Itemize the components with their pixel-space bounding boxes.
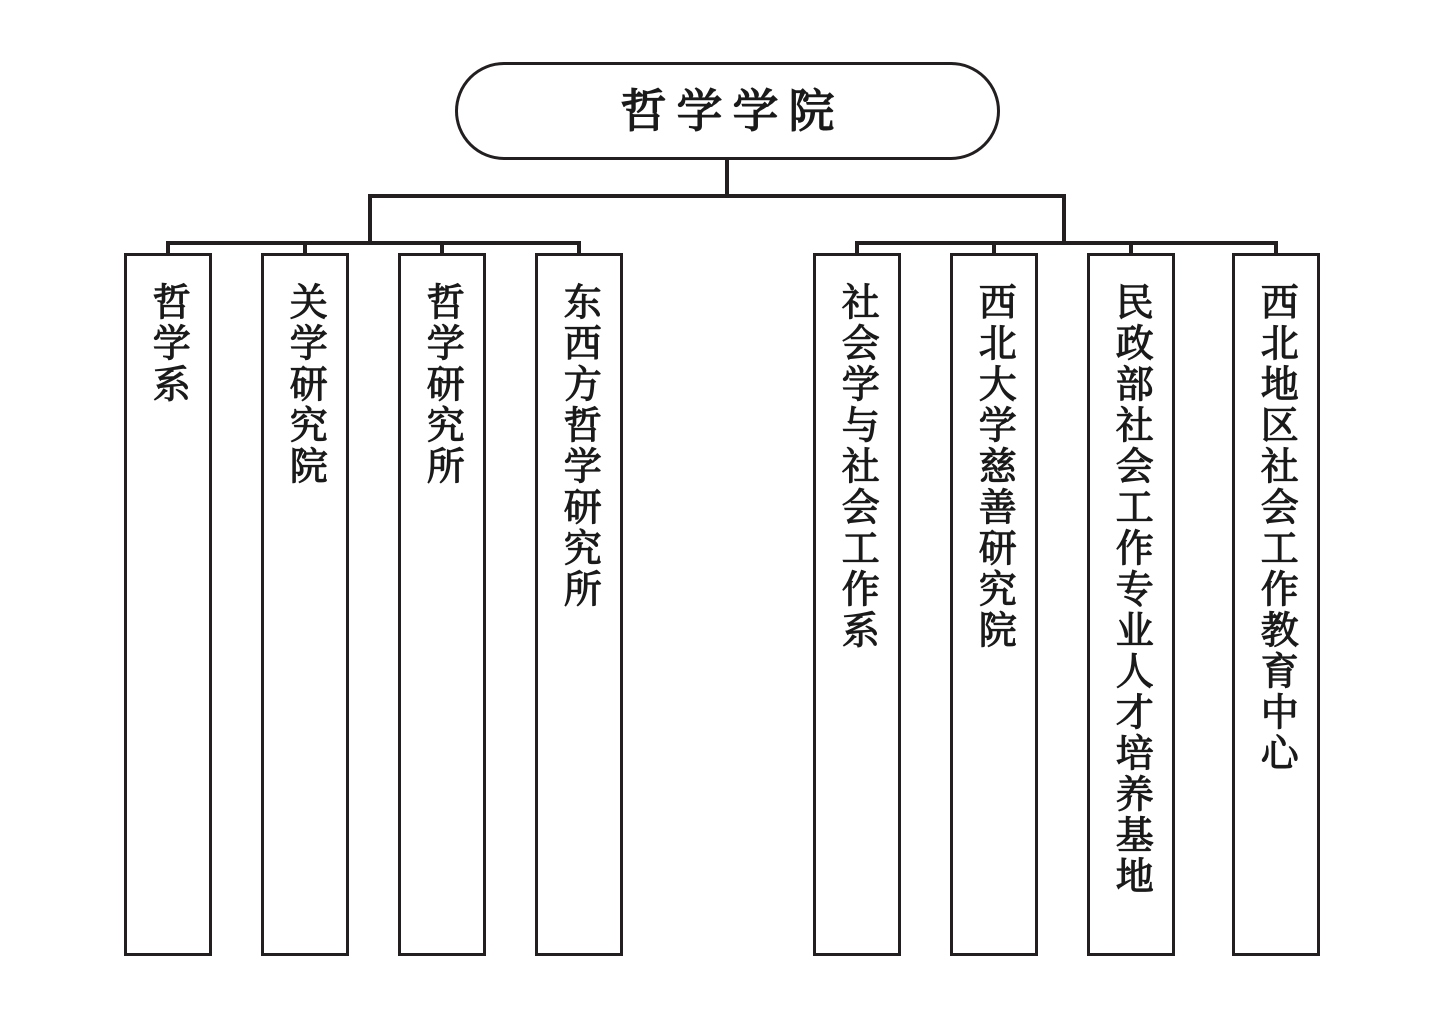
node-label: 西北大学慈善研究院	[972, 282, 1017, 651]
node-civil-affairs-talent-base[interactable]	[1087, 253, 1175, 956]
node-sociology-social-work-department[interactable]	[813, 253, 901, 956]
node-label: 东西方哲学研究所	[557, 282, 602, 610]
node-philosophy-research-office[interactable]	[398, 253, 486, 956]
node-nwu-charity-research-institute[interactable]	[950, 253, 1038, 956]
node-label: 哲学系	[146, 282, 191, 405]
node-northwest-social-work-education-center[interactable]	[1232, 253, 1320, 956]
node-label: 关学研究院	[283, 282, 328, 487]
node-label: 哲学研究所	[420, 282, 465, 487]
root-node-label: 哲学学院	[620, 84, 845, 138]
node-philosophy-department[interactable]	[124, 253, 212, 956]
node-label: 社会学与社会工作系	[835, 282, 880, 651]
node-guanxue-research-institute[interactable]	[261, 253, 349, 956]
node-east-west-philosophy-institute[interactable]	[535, 253, 623, 956]
root-node-philosophy-school[interactable]	[455, 62, 1000, 160]
node-label: 民政部社会工作专业人才培养基地	[1109, 282, 1154, 897]
node-label: 西北地区社会工作教育中心	[1254, 282, 1299, 774]
